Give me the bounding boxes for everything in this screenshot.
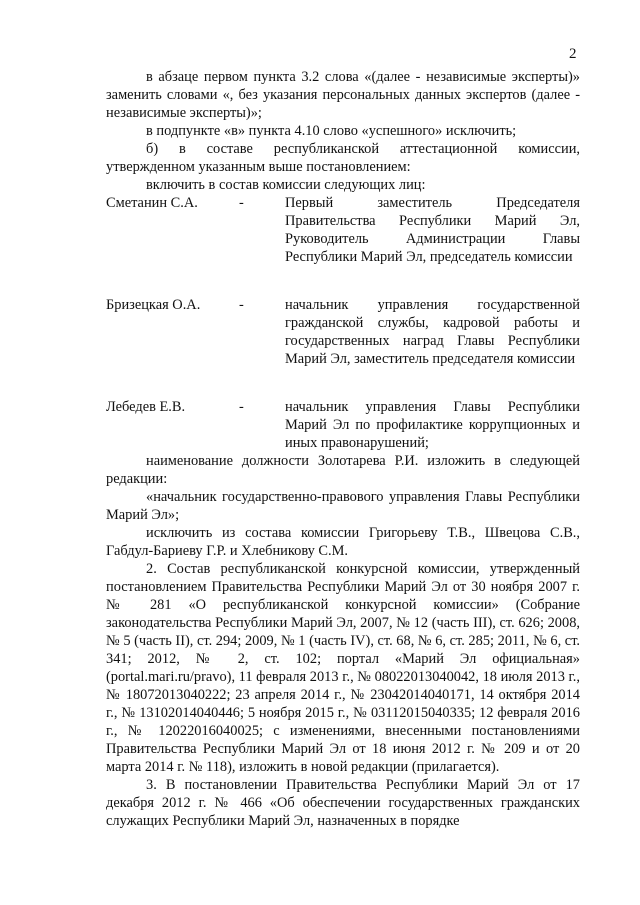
member-row [106, 194, 580, 266]
paragraph-new-title: «начальник государственно-правового управления Главы Республики Марий Эл»; [106, 489, 580, 523]
paragraph-amend-3-2: в абзаце первом пункта 3.2 слова «(далее - независимые эксперты)» заменить словами «, без указания персональных данных экспертов (далее - независимые эксперты)»; [106, 69, 580, 121]
member-name: Лебедев Е.В. [106, 399, 186, 415]
paragraph-section-3: 3. В постановлении Правительства Республики Марий Эл от 17 декабря 2012 г. № 466 «Об обеспечении государственных гражданских служащих Республики Марий Эл, назначенных в порядке [106, 777, 580, 829]
page-number: 2 [569, 46, 577, 62]
paragraph-commission-intro: б) в составе республиканской аттестационной комиссии, утвержденном указанным выше постановлением: [106, 141, 580, 175]
member-dash: - [239, 195, 244, 211]
member-role: Первый заместитель Председателя Правительства Республики Марий Эл, Руководитель Администрации Главы Республики Марий Эл, председатель комиссии [285, 195, 580, 265]
paragraph-amend-4-10: в подпункте «в» пункта 4.10 слово «успешного» исключить; [146, 123, 517, 139]
member-dash: - [239, 399, 244, 415]
paragraph-include-members: включить в состав комиссии следующих лиц: [146, 177, 426, 193]
spacer [106, 266, 580, 296]
paragraph-exclude-members: исключить из состава комиссии Григорьеву Т.В., Швецова С.В., Габдул-Бариеву Г.Р. и Хлебникову С.М. [106, 525, 580, 559]
document-body [106, 68, 580, 830]
member-role: начальник управления Главы Республики Марий Эл по профилактике коррупционных и иных правонарушений; [285, 399, 580, 451]
spacer [106, 368, 580, 398]
member-name: Сметанин С.А. [106, 195, 198, 211]
member-name: Бризецкая О.А. [106, 297, 201, 313]
member-dash: - [239, 297, 244, 313]
member-role: начальник управления государственной гражданской службы, кадровой работы и государственных наград Главы Республики Марий Эл, заместитель председателя комиссии [285, 297, 580, 367]
paragraph-zolotarev: наименование должности Золотарева Р.И. изложить в следующей редакции: [106, 453, 580, 487]
member-row [106, 296, 580, 368]
paragraph-section-2: 2. Состав республиканской конкурсной комиссии, утвержденный постановлением Правительства Республики Марий Эл от 30 ноября 2007 г. № 281 «О республиканской конкурсной комиссии» (Собрание законодательства Республики Марий Эл, 2007, № 12 (часть III), ст. 626; 2008, № 5 (часть II), ст. 294; 2009, № 1 (часть IV), ст. 68, № 6, ст. 285; 2011, № 6, ст. 341; 2012, № 2, ст. 102; портал «Марий Эл официальная» (portal.mari.ru/pravo), 11 февраля 2013 г., № 08022013040042, 18 июля 2013 г., № 18072013040222; 23 апреля 2014 г., № 23042014040171, 14 октября 2014 г., № 13102014040446; 5 ноября 2015 г., № 03112015040335; 12 февраля 2016 г., № 12022016040025; с изменениями, внесенными постановлениями Правительства Республики Марий Эл от 18 июня 2012 г. № 209 и от 20 марта 2014 г. № 118), изложить в новой редакции (прилагается). [106, 561, 580, 775]
member-row [106, 398, 580, 452]
